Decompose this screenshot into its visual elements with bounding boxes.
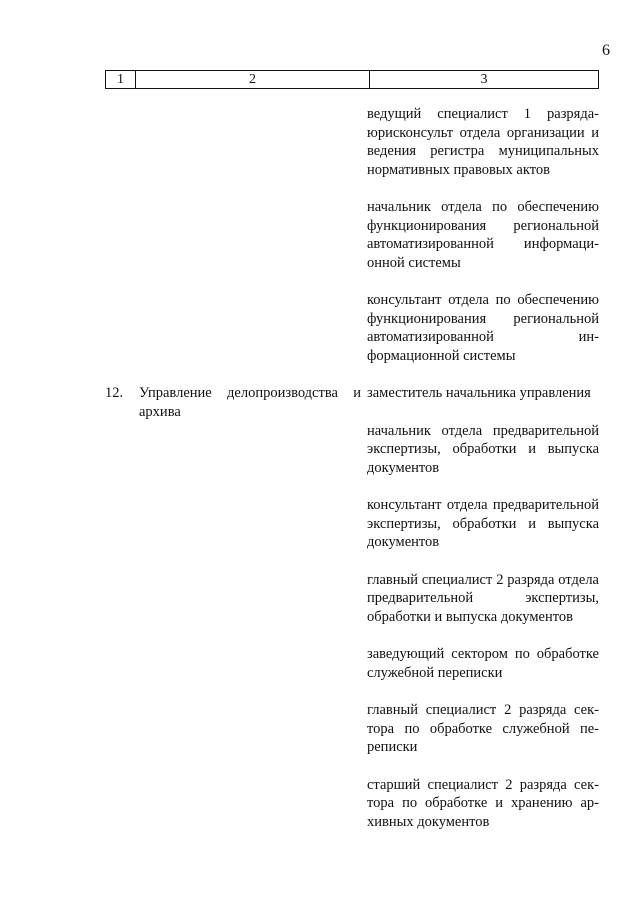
positions-list <box>367 384 599 850</box>
positions-list <box>367 105 599 384</box>
position-entry: старший специалист 2 разряда сектора по обработке и хранению архивных документов <box>367 776 599 830</box>
table-body <box>105 105 599 850</box>
page-number: 6 <box>602 42 610 59</box>
position-entry: консультант отдела по обеспечению функционирования региональной автоматизированной информационной системы <box>367 292 599 364</box>
position-entry: заведующий сектором по обработке служебной переписки <box>367 646 599 681</box>
department-name: Управление делопроизводства и архива <box>139 385 361 420</box>
position-entry: главный специалист 2 разряда отдела предварительной экспертизы, обработки и выпуска документов <box>367 571 599 625</box>
header-col-3: 3 <box>480 72 488 87</box>
table-row <box>105 384 599 850</box>
position-entry: начальник отдела предварительной экспертизы, обработки и выпуска документов <box>367 422 599 476</box>
position-entry: главный специалист 2 разряда сектора по обработке служебной переписки <box>367 702 599 755</box>
row-number: 12. <box>105 385 124 401</box>
table-row <box>105 105 599 384</box>
position-entry: начальник отдела по обеспечению функционирования региональной автоматизированной информационной системы <box>367 199 599 271</box>
position-entry: заместитель начальника управления <box>367 385 591 401</box>
position-entry: ведущий специалист 1 разряда-юрисконсульт отдела организации и ведения регистра муниципальных нормативных правовых актов <box>367 106 599 178</box>
header-col-1: 1 <box>106 71 136 88</box>
position-entry: консультант отдела предварительной экспертизы, обработки и выпуска документов <box>367 497 599 550</box>
header-col-2: 2 <box>136 71 370 88</box>
table-header <box>105 70 599 89</box>
